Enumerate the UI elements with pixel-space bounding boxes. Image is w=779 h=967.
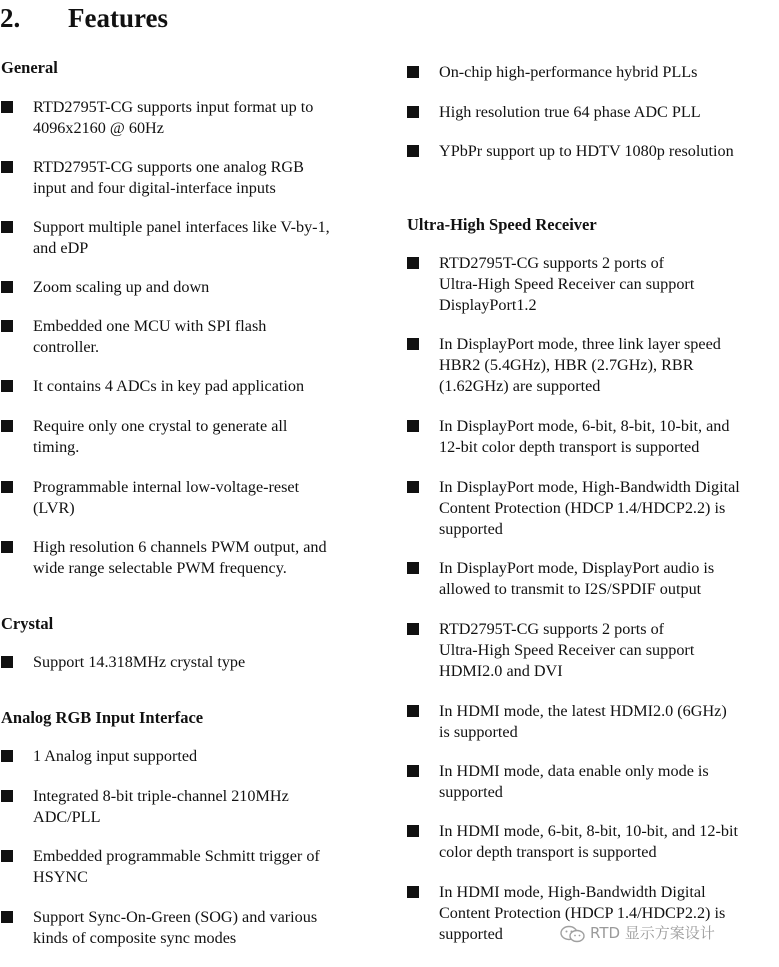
- feature-line: RTD2795T-CG supports 2 ports of: [439, 620, 665, 638]
- feature-text: [33, 217, 330, 259]
- feature-text: [33, 416, 287, 458]
- bullet-square-icon: [407, 420, 419, 432]
- feature-line: 1 Analog input supported: [33, 747, 198, 765]
- section-title: Features: [68, 3, 168, 33]
- feature-line: In HDMI mode, the latest HDMI2.0 (6GHz): [439, 702, 727, 720]
- feature-line: RTD2795T-CG supports input format up to: [33, 98, 314, 116]
- watermark: [560, 922, 715, 944]
- feature-line: High resolution true 64 phase ADC PLL: [439, 103, 701, 121]
- feature-line: wide range selectable PWM frequency.: [33, 559, 287, 577]
- feature-text: [439, 102, 701, 123]
- feature-line: is supported: [439, 723, 518, 741]
- bullet-square-icon: [407, 106, 419, 118]
- feature-line: In DisplayPort mode, High-Bandwidth Digital: [439, 478, 740, 496]
- feature-line: color depth transport is supported: [439, 843, 657, 861]
- feature-text: [33, 97, 313, 139]
- feature-text: [439, 253, 694, 316]
- bullet-square-icon: [407, 481, 419, 493]
- feature-line: It contains 4 ADCs in key pad application: [33, 377, 305, 395]
- bullet-square-icon: [407, 338, 419, 350]
- feature-line: HBR2 (5.4GHz), HBR (2.7GHz), RBR: [439, 356, 694, 374]
- feature-line: (1.62GHz) are supported: [439, 377, 601, 395]
- bullet-square-icon: [1, 221, 13, 233]
- feature-line: YPbPr support up to HDTV 1080p resolution: [439, 142, 734, 160]
- feature-line: DisplayPort1.2: [439, 296, 537, 314]
- feature-line: 4096x2160 @ 60Hz: [33, 119, 164, 137]
- feature-line: and eDP: [33, 239, 89, 257]
- feature-line: In HDMI mode, High-Bandwidth Digital: [439, 883, 706, 901]
- feature-line: Programmable internal low-voltage-reset: [33, 478, 300, 496]
- bullet-square-icon: [1, 320, 13, 332]
- feature-text: [33, 277, 209, 298]
- feature-text: [439, 62, 697, 83]
- section-number: 2.: [0, 3, 21, 33]
- feature-text: [439, 141, 734, 162]
- feature-line: allowed to transmit to I2S/SPDIF output: [439, 580, 702, 598]
- feature-text: [33, 477, 299, 519]
- feature-line: controller.: [33, 338, 100, 356]
- bullet-square-icon: [407, 145, 419, 157]
- bullet-square-icon: [1, 380, 13, 392]
- feature-line: Support Sync-On-Green (SOG) and various: [33, 908, 318, 926]
- feature-line: Embedded programmable Schmitt trigger of: [33, 847, 320, 865]
- feature-line: HSYNC: [33, 868, 88, 886]
- wechat-icon: [560, 925, 586, 943]
- feature-line: Require only one crystal to generate all: [33, 417, 288, 435]
- feature-text: [33, 907, 317, 949]
- bullet-square-icon: [407, 257, 419, 269]
- feature-text: [33, 537, 327, 579]
- bullet-square-icon: [1, 911, 13, 923]
- bullet-square-icon: [407, 886, 419, 898]
- page-title: [0, 2, 168, 34]
- feature-line: Integrated 8-bit triple-channel 210MHz: [33, 787, 289, 805]
- bullet-square-icon: [407, 623, 419, 635]
- bullet-square-icon: [1, 161, 13, 173]
- feature-line: RTD2795T-CG supports one analog RGB: [33, 158, 304, 176]
- feature-line: High resolution 6 channels PWM output, and: [33, 538, 327, 556]
- feature-line: RTD2795T-CG supports 2 ports of: [439, 254, 665, 272]
- feature-text: [33, 316, 266, 358]
- feature-text: [439, 416, 729, 458]
- feature-line: (LVR): [33, 499, 75, 517]
- feature-line: HDMI2.0 and DVI: [439, 662, 563, 680]
- bullet-square-icon: [1, 481, 13, 493]
- feature-text: [439, 821, 738, 863]
- feature-text: [33, 376, 304, 397]
- bullet-square-icon: [1, 790, 13, 802]
- bullet-square-icon: [407, 825, 419, 837]
- feature-text: [33, 652, 245, 673]
- feature-line: 12-bit color depth transport is supported: [439, 438, 700, 456]
- feature-line: Content Protection (HDCP 1.4/HDCP2.2) is: [439, 499, 726, 517]
- feature-line: Ultra-High Speed Receiver can support: [439, 641, 695, 659]
- bullet-square-icon: [1, 281, 13, 293]
- bullet-square-icon: [1, 420, 13, 432]
- bullet-square-icon: [1, 750, 13, 762]
- bullet-square-icon: [407, 705, 419, 717]
- heading-analog-rgb: Analog RGB Input Interface: [1, 708, 204, 727]
- feature-line: On-chip high-performance hybrid PLLs: [439, 63, 698, 81]
- feature-text: [33, 846, 320, 888]
- heading-receiver: Ultra-High Speed Receiver: [407, 215, 597, 234]
- heading-general: General: [1, 58, 58, 77]
- feature-text: [439, 761, 709, 803]
- feature-line: Ultra-High Speed Receiver can support: [439, 275, 695, 293]
- feature-line: Support multiple panel interfaces like V-by-1,: [33, 218, 330, 236]
- heading-crystal: Crystal: [1, 614, 54, 633]
- feature-line: timing.: [33, 438, 80, 456]
- feature-line: Embedded one MCU with SPI flash: [33, 317, 267, 335]
- feature-line: In HDMI mode, 6-bit, 8-bit, 10-bit, and 12-bit: [439, 822, 738, 840]
- feature-text: [33, 786, 289, 828]
- feature-line: In DisplayPort mode, three link layer speed: [439, 335, 721, 353]
- watermark-text: RTD 显示方案设计: [590, 924, 715, 942]
- bullet-square-icon: [1, 541, 13, 553]
- bullet-square-icon: [1, 656, 13, 668]
- feature-text: [33, 746, 197, 767]
- bullet-square-icon: [407, 562, 419, 574]
- feature-line: In DisplayPort mode, 6-bit, 8-bit, 10-bit, and: [439, 417, 730, 435]
- bullet-square-icon: [407, 66, 419, 78]
- feature-line: supported: [439, 520, 503, 538]
- feature-text: [439, 701, 727, 743]
- feature-line: supported: [439, 783, 503, 801]
- feature-line: In HDMI mode, data enable only mode is: [439, 762, 709, 780]
- feature-text: [439, 477, 740, 540]
- feature-text: [33, 157, 304, 199]
- feature-line: Zoom scaling up and down: [33, 278, 210, 296]
- feature-text: [439, 334, 721, 397]
- bullet-square-icon: [1, 101, 13, 113]
- feature-line: ADC/PLL: [33, 808, 101, 826]
- feature-line: supported: [439, 925, 503, 943]
- feature-line: Content Protection (HDCP 1.4/HDCP2.2) is: [439, 904, 726, 922]
- feature-line: kinds of composite sync modes: [33, 929, 237, 947]
- feature-line: Support 14.318MHz crystal type: [33, 653, 246, 671]
- feature-line: input and four digital-interface inputs: [33, 179, 276, 197]
- feature-text: [439, 619, 694, 682]
- feature-text: [439, 558, 714, 600]
- bullet-square-icon: [1, 850, 13, 862]
- feature-line: In DisplayPort mode, DisplayPort audio is: [439, 559, 715, 577]
- bullet-square-icon: [407, 765, 419, 777]
